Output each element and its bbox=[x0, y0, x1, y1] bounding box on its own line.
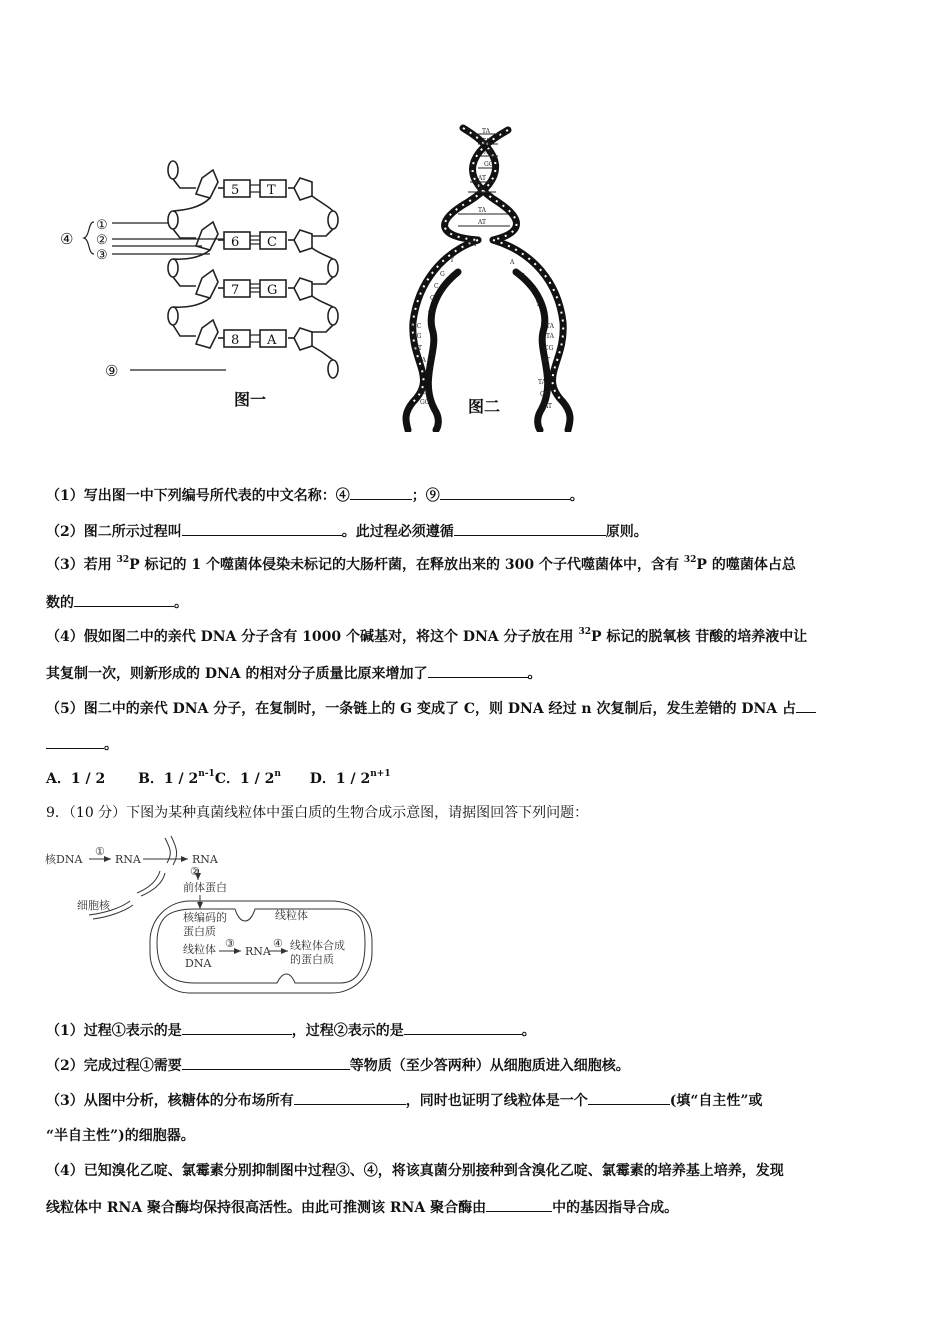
base-number-8: 8 bbox=[231, 333, 240, 348]
strand-letter: C bbox=[434, 283, 439, 290]
strand-letter: T bbox=[536, 301, 541, 308]
mtdna-label: DNA bbox=[185, 957, 212, 970]
step3-label: ③ bbox=[225, 937, 235, 950]
daughter-right-outer bbox=[493, 240, 570, 430]
pair-label: GC bbox=[420, 399, 430, 406]
nuclear-dna-label: 核DNA bbox=[45, 853, 83, 866]
figure-one-dna-structure bbox=[50, 150, 360, 420]
step1-label: ① bbox=[95, 845, 105, 858]
pair-label: AT bbox=[484, 149, 493, 156]
phosphate-left-3 bbox=[168, 259, 178, 277]
pair-label: TA bbox=[418, 357, 427, 364]
base-letter-c: C bbox=[267, 235, 277, 250]
q9-part4: （4）已知溴化乙啶、氯霉素分别抑制图中过程③、④，将该真菌分别接种到含溴化乙啶、氯霉素的培养基上培养，发现 bbox=[46, 1163, 784, 1179]
nuclear-coded-protein-label: 核编码的 bbox=[183, 911, 227, 924]
answer-blank[interactable] bbox=[182, 1055, 350, 1070]
q9-title: 9．（10 分）下图为某种真菌线粒体中蛋白质的生物合成示意图，请据图回答下列问题： bbox=[46, 805, 589, 821]
answer-blank[interactable] bbox=[486, 1197, 552, 1212]
answer-blank[interactable] bbox=[404, 1020, 522, 1035]
answer-blank[interactable] bbox=[182, 1020, 292, 1035]
phosphate-left-1 bbox=[168, 161, 178, 179]
base-number-5: 5 bbox=[231, 183, 240, 198]
label-2: ② bbox=[96, 233, 108, 248]
answer-blank[interactable] bbox=[428, 663, 528, 678]
sugar-right-4 bbox=[294, 328, 312, 350]
pair-label: TA bbox=[468, 241, 477, 248]
q8-part5-cont: 。 bbox=[46, 734, 118, 755]
answer-blank[interactable] bbox=[440, 485, 570, 500]
phosphate-right-3 bbox=[328, 307, 338, 325]
answer-blank[interactable] bbox=[294, 1090, 406, 1105]
strand-letter: T bbox=[450, 257, 455, 264]
q9-part3-cont: “半自主性”)的细胞器。 bbox=[46, 1128, 195, 1144]
pair-label: AT bbox=[544, 403, 553, 410]
pair-label: TA bbox=[478, 207, 487, 214]
mito-protein-label: 线粒体合成 bbox=[290, 939, 345, 952]
figure-two-dna-replication bbox=[398, 122, 578, 432]
base-letter-g: G bbox=[267, 283, 278, 298]
q9-part3: （3）从图中分析，核糖体的分布场所有 ，同时也证明了线粒体是一个 (填“自主性”或 bbox=[46, 1090, 762, 1111]
sugar-right-3 bbox=[294, 278, 312, 300]
label-3: ③ bbox=[96, 248, 108, 263]
base-number-7: 7 bbox=[231, 283, 240, 298]
q8-part5: （5）图二中的亲代 DNA 分子，在复制时，一条链上的 G 变成了 C，则 DNA 经过 n 次复制后，发生差错的 DNA 占 bbox=[46, 698, 816, 719]
strand-letter: C bbox=[430, 295, 435, 302]
q9-part4-cont: 线粒体中 RNA 聚合酶均保持很高活性。由此可推测该 RNA 聚合酶由 中的基因指导合成。 bbox=[46, 1197, 678, 1218]
base-number-6: 6 bbox=[231, 235, 240, 250]
pair-label: CG bbox=[418, 389, 428, 396]
label-1: ① bbox=[96, 218, 108, 233]
pair-label: TA bbox=[538, 379, 547, 386]
mito-protein-label: 的蛋白质 bbox=[290, 953, 334, 966]
phosphate-right-4 bbox=[328, 360, 338, 378]
pair-label: GC bbox=[484, 161, 494, 168]
answer-blank[interactable] bbox=[182, 521, 342, 536]
option-c[interactable]: C．1 / 2$^n$ bbox=[214, 769, 281, 787]
phosphate-right-2 bbox=[328, 259, 338, 277]
rna-label-2: RNA bbox=[192, 853, 218, 866]
base-letter-t: T bbox=[267, 183, 276, 198]
pair-label: TA bbox=[482, 138, 491, 145]
nucleus-label: 细胞核 bbox=[77, 899, 110, 912]
pair-label: AT bbox=[542, 357, 551, 364]
label-9: ⑨ bbox=[105, 362, 119, 380]
q8-part3: （3）若用 $^{32}$P 标记的 1 个噬菌体侵染未标记的大肠杆菌，在释放出来的 300 个子代噬菌体中，含有 $^{32}$P 的噬菌体占总 bbox=[46, 555, 796, 573]
nuclear-coded-protein-label: 蛋白质 bbox=[183, 925, 216, 938]
option-d[interactable]: D．$1 / 2^{n+1}$ bbox=[309, 769, 391, 787]
pair-label: CG bbox=[544, 345, 554, 352]
mitochondrion-label: 线粒体 bbox=[275, 909, 308, 922]
rna-label-1: RNA bbox=[115, 853, 141, 866]
q8-options bbox=[46, 769, 391, 789]
strand-letter: A bbox=[428, 307, 433, 314]
figure-one-caption: 图一 bbox=[234, 390, 267, 409]
pair-label: AT bbox=[478, 175, 487, 182]
pair-label: TA bbox=[546, 333, 555, 340]
step2-label: ② bbox=[190, 865, 200, 878]
sugar-left-3 bbox=[196, 270, 218, 298]
figure-two-caption: 图二 bbox=[468, 397, 501, 416]
pair-label: CG bbox=[476, 185, 486, 192]
answer-blank[interactable] bbox=[350, 485, 412, 500]
pair-label: GC bbox=[412, 323, 422, 330]
answer-blank[interactable] bbox=[796, 698, 816, 713]
rna-label-3: RNA bbox=[245, 945, 271, 958]
precursor-protein-label: 前体蛋白 bbox=[183, 881, 227, 894]
q9-part1: （1）过程①表示的是 ，过程②表示的是 。 bbox=[46, 1020, 536, 1041]
option-b[interactable]: B．1 / 2$^{n-1}$ bbox=[138, 769, 215, 787]
sugar-left-1 bbox=[196, 170, 218, 198]
pair-label: AT bbox=[414, 345, 423, 352]
answer-blank[interactable] bbox=[46, 734, 104, 749]
pair-label: TA bbox=[482, 128, 491, 135]
sugar-left-4 bbox=[196, 320, 218, 348]
q9-diagram bbox=[45, 833, 375, 998]
q8-part4: （4）假如图二中的亲代 DNA 分子含有 1000 个碱基对，将这个 DNA 分子放在用 $^{32}$P 标记的脱氧核 苷酸的培养液中让 bbox=[46, 627, 808, 645]
option-a[interactable]: A．1 / 2 bbox=[46, 771, 106, 787]
q8-part3-cont: 数的 。 bbox=[46, 592, 188, 613]
q8-part1: （1）写出图一中下列编号所代表的中文名称：④ ；⑨ 。 bbox=[46, 485, 584, 506]
mtdna-label: 线粒体 bbox=[183, 943, 216, 956]
label-4: ④ bbox=[60, 230, 74, 248]
pair-label: CG bbox=[540, 391, 550, 398]
pair-label: CG bbox=[412, 333, 422, 340]
q8-part4-cont: 其复制一次，则新形成的 DNA 的相对分子质量比原来增加了 。 bbox=[46, 663, 542, 684]
strand-letter: A bbox=[510, 259, 515, 266]
phosphate-left-4 bbox=[168, 307, 178, 325]
q9-part2: （2）完成过程①需要 等物质（至少答两种）从细胞质进入细胞核。 bbox=[46, 1055, 630, 1076]
sugar-right-1 bbox=[294, 178, 312, 200]
phosphate-right-1 bbox=[328, 211, 338, 229]
pair-label: TA bbox=[546, 323, 555, 330]
strand-letter: C bbox=[530, 287, 535, 294]
step4-label: ④ bbox=[273, 937, 283, 950]
pair-label: AT bbox=[478, 219, 487, 226]
strand-letter: G bbox=[440, 271, 445, 278]
answer-blank[interactable] bbox=[74, 592, 174, 607]
base-letter-a: A bbox=[267, 333, 277, 348]
strand-letter: G bbox=[520, 273, 525, 280]
answer-blank[interactable] bbox=[454, 521, 606, 536]
q8-part2: （2）图二所示过程叫 。此过程必须遵循 原则。 bbox=[46, 521, 648, 542]
answer-blank[interactable] bbox=[588, 1090, 670, 1105]
phosphate-left-2 bbox=[168, 211, 178, 229]
sugar-right-2 bbox=[294, 230, 312, 252]
